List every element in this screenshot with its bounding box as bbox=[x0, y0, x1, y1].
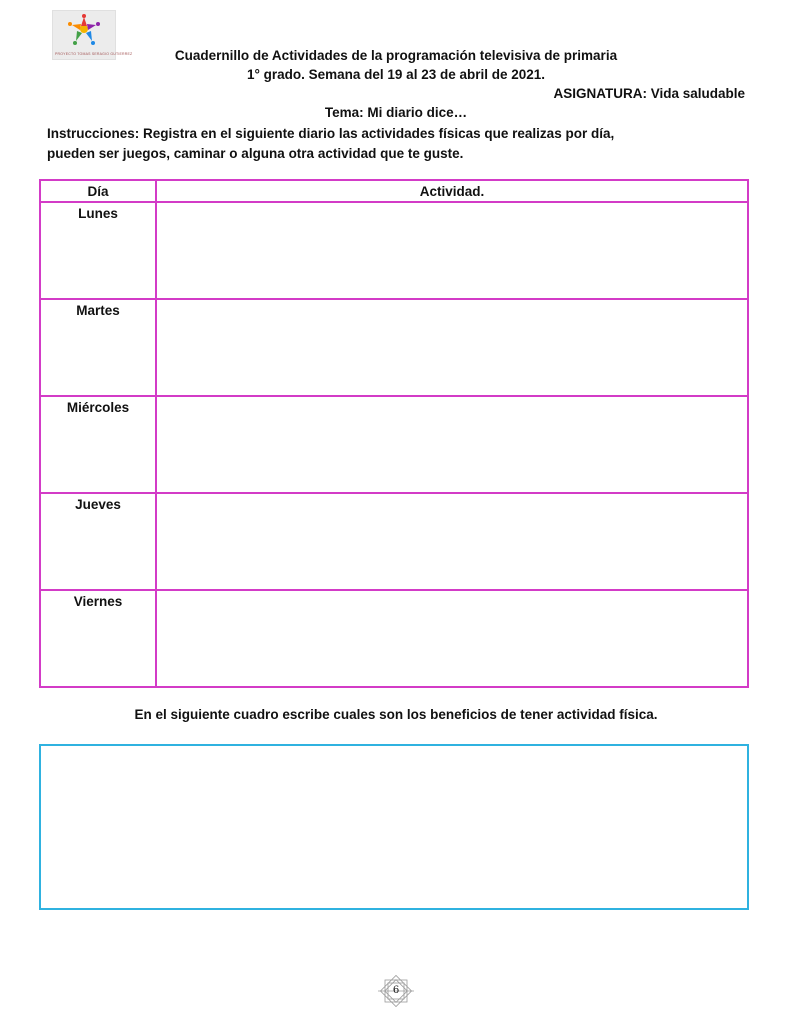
activity-cell-thursday[interactable] bbox=[156, 493, 748, 590]
activity-cell-friday[interactable] bbox=[156, 590, 748, 687]
day-cell-friday: Viernes bbox=[40, 590, 156, 687]
benefits-answer-box[interactable] bbox=[39, 744, 749, 910]
star-people-logo-icon bbox=[53, 11, 115, 51]
benefits-prompt: En el siguiente cuadro escribe cuales son los beneficios de tener actividad física. bbox=[134, 707, 658, 722]
column-header-activity: Actividad. bbox=[156, 180, 748, 202]
subject-label: ASIGNATURA: Vida saludable bbox=[553, 86, 745, 101]
theme-label: Tema: Mi diario dice… bbox=[324, 105, 468, 120]
activity-cell-tuesday[interactable] bbox=[156, 299, 748, 396]
table-row bbox=[40, 396, 748, 493]
page-number: 6 bbox=[392, 985, 400, 996]
logo-caption: PROYECTO TOMAS SERAGIO GUTIERREZ bbox=[55, 52, 133, 56]
day-cell-wednesday: Miércoles bbox=[40, 396, 156, 493]
activity-cell-monday[interactable] bbox=[156, 202, 748, 299]
instructions-line-2: pueden ser juegos, caminar o alguna otra actividad que te guste. bbox=[47, 146, 464, 161]
table-row bbox=[40, 590, 748, 687]
grade-and-week: 1° grado. Semana del 19 al 23 de abril de 2021. bbox=[246, 67, 546, 82]
table-row bbox=[40, 202, 748, 299]
day-cell-tuesday: Martes bbox=[40, 299, 156, 396]
table-row bbox=[40, 493, 748, 590]
table-header-row bbox=[40, 180, 748, 202]
day-cell-monday: Lunes bbox=[40, 202, 156, 299]
instructions bbox=[47, 124, 747, 164]
column-header-day: Día bbox=[40, 180, 156, 202]
day-cell-thursday: Jueves bbox=[40, 493, 156, 590]
page-number-ornament bbox=[376, 973, 416, 1009]
instructions-line-1: Instrucciones: Registra en el siguiente diario las actividades físicas que realizas por día, bbox=[47, 126, 615, 141]
activity-cell-wednesday[interactable] bbox=[156, 396, 748, 493]
activity-diary-table bbox=[39, 179, 749, 688]
table-row bbox=[40, 299, 748, 396]
document-title: Cuadernillo de Actividades de la programación televisiva de primaria bbox=[174, 48, 618, 63]
